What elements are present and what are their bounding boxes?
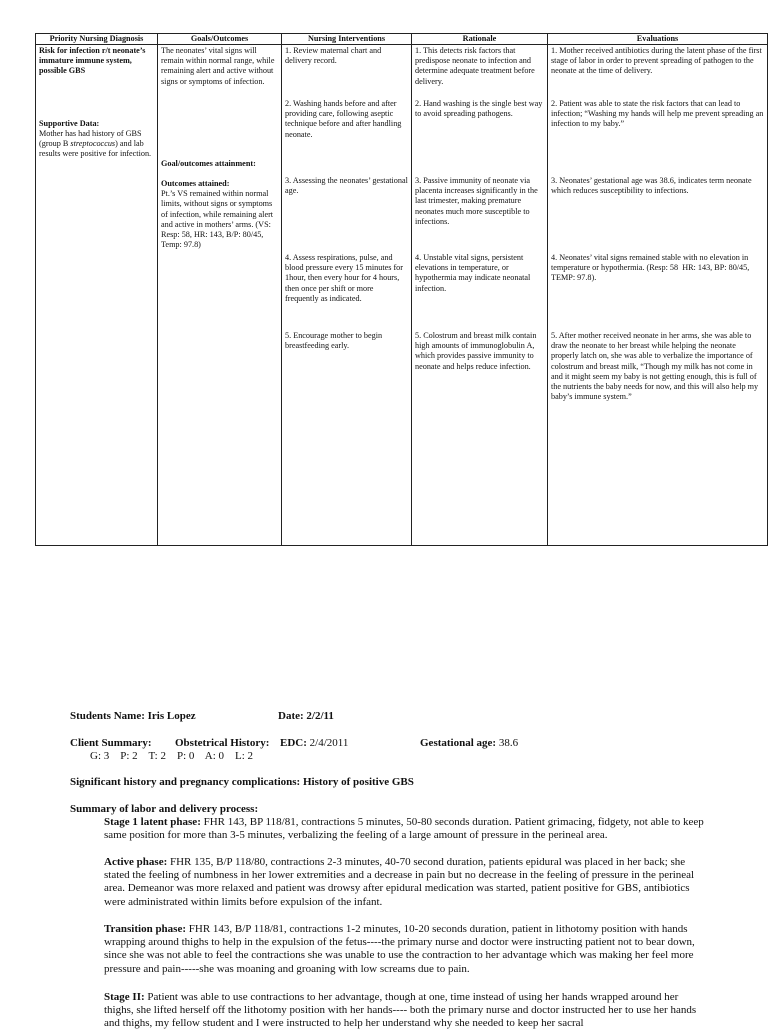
evaluations-cell bbox=[548, 45, 768, 546]
stage-2-paragraph bbox=[104, 991, 704, 1031]
intervention-item: 5. Encourage mother to begin breastfeeding early. bbox=[285, 331, 385, 351]
evaluation-item: 4. Neonates’ vital signs remained stable with no elevation in temperature or hypothermia. (Resp: 58 HR: 143, BP: 80/45, TEMP: 97.8). bbox=[551, 253, 752, 283]
stage-label: Stage II: bbox=[104, 991, 145, 1003]
supportive-data-label: Supportive Data: bbox=[39, 118, 100, 128]
goal-text: The neonates’ vital signs will remain within normal range, while remaining alert and active without signs or symptoms of infection. bbox=[161, 46, 277, 86]
diagnosis-cell bbox=[36, 45, 158, 546]
active-phase-paragraph bbox=[104, 856, 704, 909]
header-rationale: Rationale bbox=[412, 34, 548, 45]
supportive-data-text bbox=[39, 129, 154, 160]
header-goals-outcomes: Goals/Outcomes bbox=[158, 34, 282, 45]
rationale-item: 5. Colostrum and breast milk contain high amounts of immunoglobulin A, which provides passive immunity to neonate and helps reduce infection. bbox=[415, 331, 539, 371]
edc-label: EDC: bbox=[280, 737, 307, 749]
diagnosis-title: Risk for infection r/t neonate’s immature immune system, possible GBS bbox=[39, 46, 148, 76]
stage-text: FHR 135, B/P 118/80, contractions 2-3 minutes, 40-70 second duration, patients epidural was placed in her back; she stated the feeling of numbness in her lower extremities and a decrease in pain but no decrease in the feeling of pressure in the perineal area. Demeanor was more relaxed and patient was drowsy after epidural medication was started, patient positive for GBS, antibiotics were administrated within limits before expulsion of the infant. bbox=[104, 856, 695, 908]
student-name: Students Name: Iris Lopez bbox=[70, 710, 196, 722]
stage-label: Stage 1 latent phase: bbox=[104, 816, 201, 828]
goal-attainment-label: Goal/outcomes attainment: bbox=[161, 158, 256, 168]
intervention-item: 3. Assessing the neonates’ gestational age. bbox=[285, 176, 410, 196]
outcomes-attained-label: Outcomes attained: bbox=[161, 179, 230, 189]
supportive-text-end: ) and lab results were positive for infection. bbox=[39, 139, 152, 159]
significant-history: Significant history and pregnancy complications: History of positive GBS bbox=[70, 776, 414, 788]
header-evaluations: Evaluations bbox=[548, 34, 768, 45]
rationale-item: 4. Unstable vital signs, persistent elevations in temperature, or hypothermia may indicate neonatal infection. bbox=[415, 253, 533, 293]
gestational-age bbox=[420, 737, 518, 751]
interventions-cell bbox=[282, 45, 412, 546]
rationale-item: 3. Passive immunity of neonate via placenta increases significantly in the last trimester, making premature neonates much more susceptible to infections. bbox=[415, 176, 540, 226]
goals-cell bbox=[158, 45, 282, 546]
labor-summary-label: Summary of labor and delivery process: bbox=[70, 803, 259, 815]
evaluation-item: 1. Mother received antibiotics during the latent phase of the first stage of labor in order to prevent spreading of pathogen to the neonate at the time of delivery. bbox=[551, 46, 764, 76]
stage-text: Patient was able to use contractions to her advantage, though at one, time instead of using her hands wrapped around her thighs, she lifted herself off the lithotomy position with her hands---- both the primary nurse and doctor instructed her to use her hands and thighs, my fellow student and I were instructed to help her understand why she needed to keep her sacral bbox=[104, 991, 697, 1030]
edc bbox=[280, 737, 348, 751]
gtpal-values: G: 3 P: 2 T: 2 P: 0 A: 0 L: 2 bbox=[90, 750, 254, 762]
transition-phase-paragraph bbox=[104, 923, 704, 976]
evaluation-item: 3. Neonates’ gestational age was 38.6, indicates term neonate which reduces susceptibility to infections. bbox=[551, 176, 754, 196]
stage-1-latent-paragraph bbox=[104, 816, 704, 842]
rationale-item: 1. This detects risk factors that predispose neonate to infection and determine adequate treatment before delivery. bbox=[415, 46, 537, 86]
gestational-age-value: 38.6 bbox=[498, 737, 519, 749]
supportive-text-italic: streptococcus bbox=[70, 139, 116, 149]
nursing-care-plan-table bbox=[35, 33, 768, 546]
evaluation-item: 2. Patient was able to state the risk factors that can lead to infection; “Washing my hands will help me prevent spreading an infection to my baby.” bbox=[551, 99, 766, 129]
table-row bbox=[36, 45, 768, 546]
outcomes-attained-text: Pt.’s VS remained within normal limits, without signs or symptoms of infection, while remaining alert and active in mothers’ arms. (VS: Resp: 58, HR: 143, B/P: 80/45, Temp: 97.8) bbox=[161, 189, 276, 250]
table-header-row bbox=[36, 34, 768, 45]
rationale-cell bbox=[412, 45, 548, 546]
obstetrical-history-label: Obstetrical History: bbox=[175, 737, 270, 749]
stage-text: FHR 143, B/P 118/81, contractions 1-2 minutes, 10-20 seconds duration, patient in lithotomy position with hands wrapping around thighs to help in the expulsion of the fetus----the primary nurse and doctor were instructing patient not to bear down, since she was not able to feel the contractions she was unable to use the contraction to her advantage which was making her feel more pressure and pain-----she was moaning and groaning with low screams due to pain. bbox=[104, 923, 695, 975]
header-priority-diagnosis: Priority Nursing Diagnosis bbox=[36, 34, 158, 45]
header-nursing-interventions: Nursing Interventions bbox=[282, 34, 412, 45]
evaluation-item: 5. After mother received neonate in her arms, she was able to draw the neonate to her breast while helping the neonate properly latch on, she was able to verbalize the importance of colostrum and breast milk, “Though my milk has not come in and it might seem my baby is not getting enough, this is full of the nutrients the baby needs for now, and this will also help my baby’s immune system.” bbox=[551, 331, 761, 402]
stage-label: Active phase: bbox=[104, 856, 168, 868]
supportive-text-part: Mother has had history of GBS (group B bbox=[39, 128, 144, 149]
intervention-item: 1. Review maternal chart and delivery record. bbox=[285, 46, 384, 66]
date: Date: 2/2/11 bbox=[278, 710, 334, 722]
edc-value: 2/4/2011 bbox=[309, 737, 349, 749]
intervention-item: 2. Washing hands before and after providing care, following aseptic technique before and after handling neonate. bbox=[285, 99, 404, 139]
gestational-age-label: Gestational age: bbox=[420, 737, 497, 749]
rationale-item: 2. Hand washing is the single best way to avoid spreading pathogens. bbox=[415, 99, 545, 119]
client-summary-label: Client Summary: bbox=[70, 737, 152, 749]
intervention-item: 4. Assess respirations, pulse, and blood pressure every 15 minutes for 1hour, then every hour for 4 hours, then once per shift or more frequently as indicated. bbox=[285, 253, 406, 303]
stage-label: Transition phase: bbox=[104, 923, 187, 935]
stage-text: FHR 143, BP 118/81, contractions 5 minutes, 50-80 seconds duration. Patient grimacing, fidgety, not able to keep same position for more than 3-5 minutes, verbalizing the feeling of a large amount of pressure in the perineal area. bbox=[104, 816, 704, 842]
